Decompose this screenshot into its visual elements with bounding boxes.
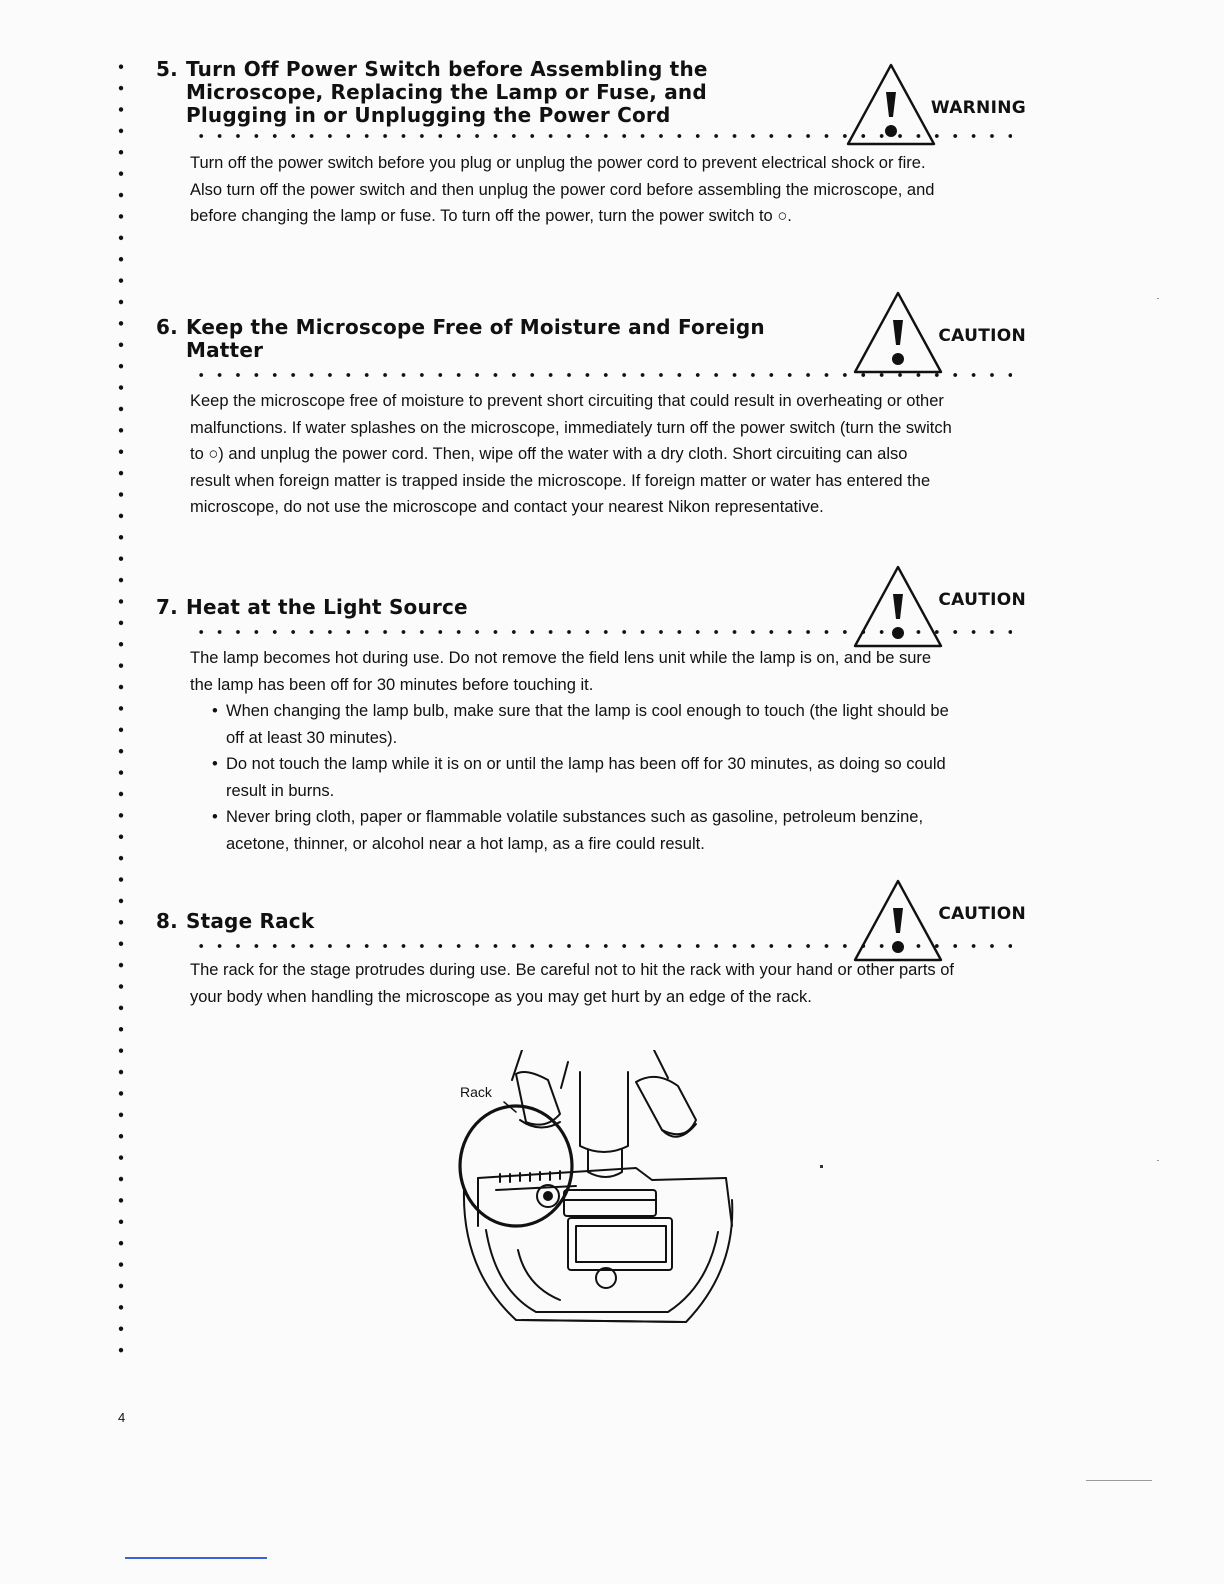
bullet-list (190, 698, 1026, 857)
dotted-rule (192, 372, 1012, 378)
caution-triangle-icon (852, 564, 944, 650)
section-8 (156, 904, 1026, 1020)
caution-badge: CAUTION (852, 878, 1026, 964)
microscope-rack-illustration: Rack (456, 1050, 746, 1340)
section-body: Turn off the power switch before you plug or unplug the power cord to prevent electrical shock or fire. Also turn off the power switch and then unplug the power cord before assembling the microscope, and before changing the lamp or fuse. To turn off the power, turn the power switch to ○. (190, 154, 935, 225)
scan-artifact (820, 1165, 823, 1168)
section-heading: 6. Keep the Microscope Free of Moisture and Foreign Matter (156, 315, 765, 362)
list-item: • Never bring cloth, paper or flammable volatile substances such as gasoline, petroleum benzine, acetone, thinner, or alcohol near a hot lamp, as a fire could result. (212, 804, 1026, 857)
section-heading: 5. Turn Off Power Switch before Assembling the Microscope, Replacing the Lamp or Fuse, and Plugging in or Unplugging the Power Cord (156, 57, 708, 127)
caution-triangle-icon (852, 878, 944, 964)
section-heading: 7. Heat at the Light Source (156, 595, 468, 619)
caution-badge: CAUTION (852, 564, 1026, 650)
scan-artifact (1157, 1160, 1159, 1161)
scan-artifact (1157, 298, 1159, 299)
section-body: Keep the microscope free of moisture to prevent short circuiting that could result in overheating or other malfunctions. If water splashes on the microscope, immediately turn off the power switch (turn the switch to ○) and unplug the power cord. Then, wipe off the water with a dry cloth. Short circuiting can also result when foreign matter is trapped inside the microscope. If foreign matter or water has entered the microscope, do not use the microscope and contact your nearest Nikon representative. (190, 392, 952, 516)
list-item: • Do not touch the lamp while it is on or until the lamp has been off for 30 minutes, as doing so could result in burns. (212, 751, 1026, 804)
bottom-underline (125, 1557, 267, 1559)
scan-artifact (1086, 1480, 1152, 1481)
warning-badge: WARNING (845, 62, 1026, 148)
caution-badge: CAUTION (852, 290, 1026, 376)
section-heading: 8. Stage Rack (156, 909, 315, 933)
dotted-rule (192, 629, 1012, 635)
dotted-rule (192, 943, 1012, 949)
caution-triangle-icon (852, 290, 944, 376)
microscope-drawing (456, 1050, 746, 1340)
margin-dot-column (116, 56, 126, 1366)
dotted-rule (192, 133, 1012, 139)
section-body: The lamp becomes hot during use. Do not remove the field lens unit while the lamp is on, and be sure the lamp has been off for 30 minutes before touching it. • When changing the lamp bulb, make sure that the lamp is cool enough to touch (the light should be off at least 30 minutes). • Do not touch the lamp while it is on or until the lamp has been off for 30 minutes, as doing so could result in burns. • Never bring cloth, paper or flammable volatile substances such as gasoline, petroleum benzine, acetone, thinner, or alcohol near a hot lamp, as a fire could result. (190, 645, 1026, 857)
section-7 (156, 590, 1026, 856)
page-number: 4 (118, 1410, 126, 1425)
list-item: • When changing the lamp bulb, make sure that the lamp is cool enough to touch (the light should be off at least 30 minutes). (212, 698, 1026, 751)
section-body: The rack for the stage protrudes during use. Be careful not to hit the rack with your hand or other parts of your body when handling the microscope as you may get hurt by an edge of the rack. (190, 961, 954, 1006)
section-5 (156, 58, 1026, 238)
section-6 (156, 316, 1026, 526)
